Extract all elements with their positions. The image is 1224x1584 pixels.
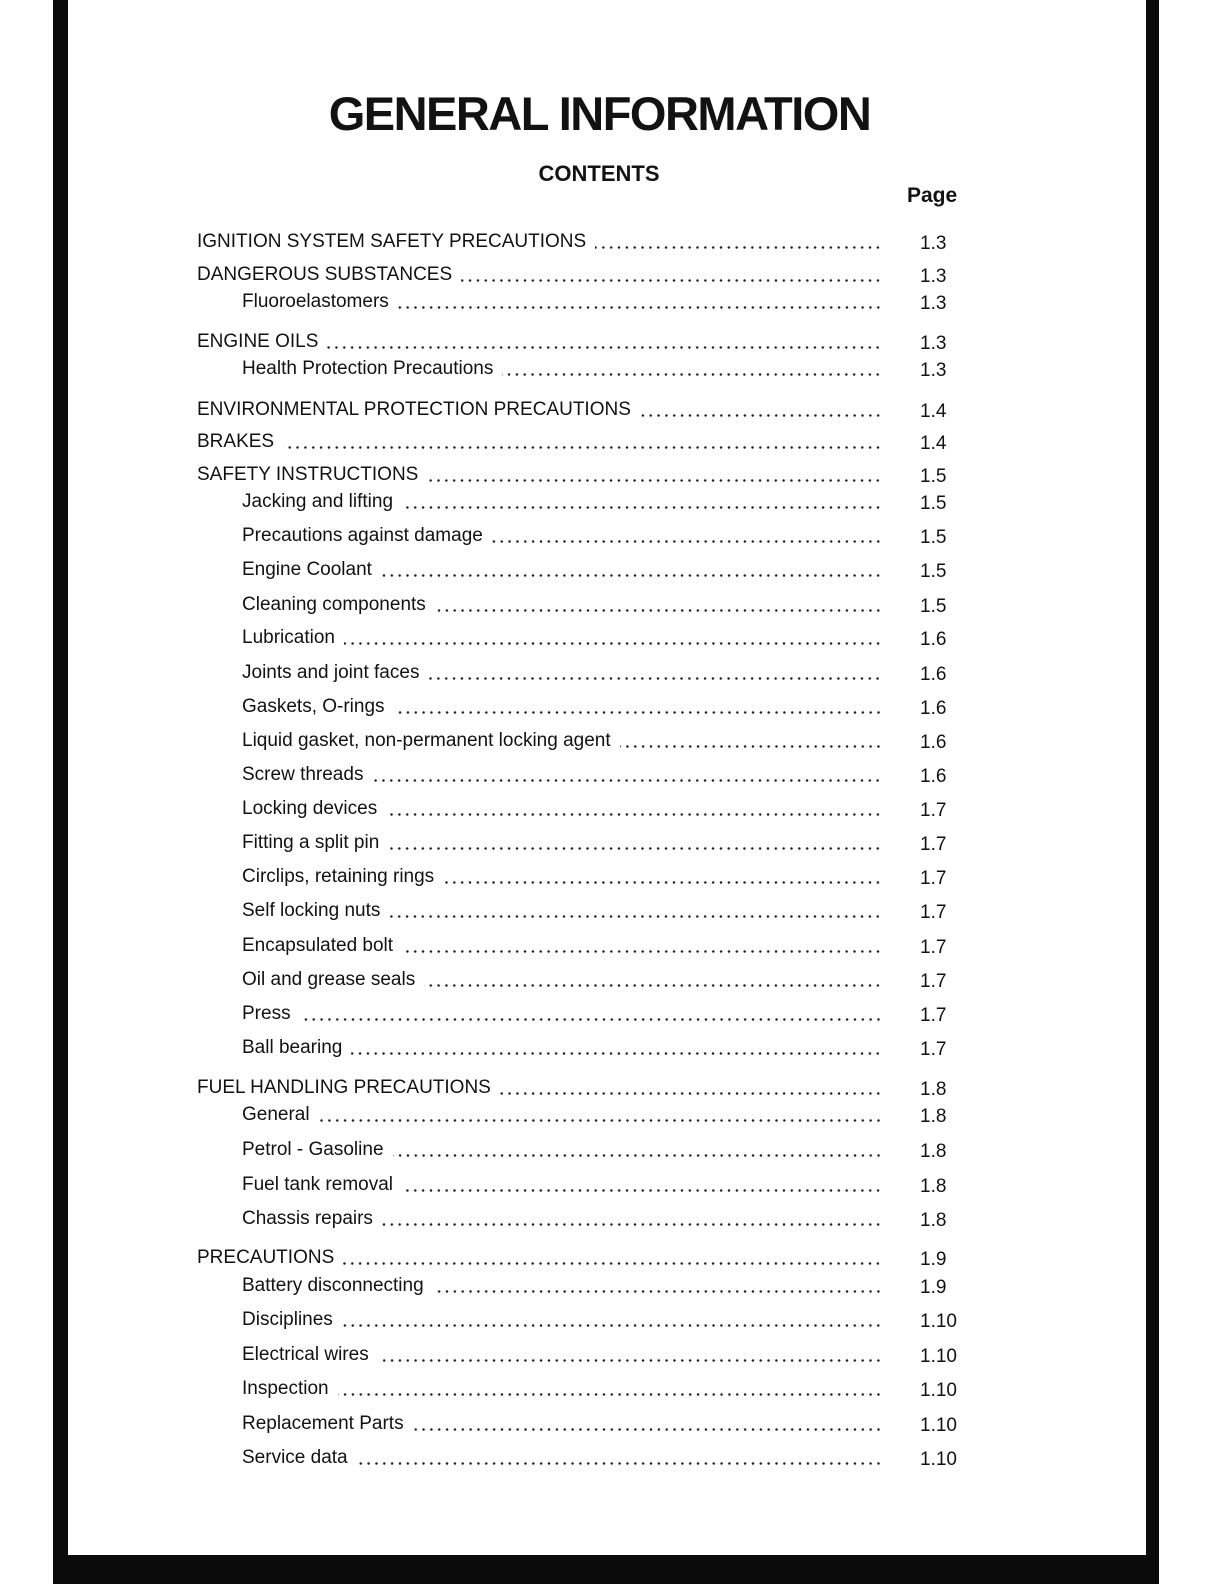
dot-leader	[443, 881, 882, 884]
toc-page-number: 1.8	[920, 1141, 947, 1162]
dot-leader	[402, 950, 882, 953]
scan-border-right	[1146, 0, 1159, 1584]
dot-leader	[344, 642, 882, 645]
toc-page-number: 1.3	[920, 233, 947, 254]
toc-entry-title: Chassis repairs	[242, 1208, 373, 1229]
toc-item-chassis-repairs	[242, 1208, 947, 1231]
dot-leader	[413, 1428, 882, 1431]
dot-leader	[398, 306, 882, 309]
toc-item-circlips-retaining-rings	[242, 866, 947, 889]
scan-border-bottom	[53, 1555, 1159, 1584]
toc-page-number: 1.7	[920, 1039, 947, 1060]
toc-entry-title: Fuel tank removal	[242, 1174, 394, 1195]
dot-leader	[378, 1359, 882, 1362]
toc-entry-title: Petrol - Gasoline	[242, 1139, 384, 1160]
toc-entry-title: General	[242, 1104, 310, 1125]
toc-entry-title: Screw threads	[242, 764, 364, 785]
toc-page-number: 1.10	[920, 1346, 957, 1367]
toc-page-number: 1.3	[920, 360, 947, 381]
toc-item-gaskets-o-rings	[242, 696, 947, 719]
toc-page-number: 1.6	[920, 732, 947, 753]
toc-page-number: 1.6	[920, 698, 947, 719]
toc-page-number: 1.9	[920, 1277, 947, 1298]
toc-item-electrical-wires	[242, 1344, 957, 1367]
toc-entry-title: Self locking nuts	[242, 900, 381, 921]
contents-heading: CONTENTS	[538, 161, 660, 186]
toc-entry-title: Engine Coolant	[242, 559, 372, 580]
toc-entry-title: Locking devices	[242, 798, 378, 819]
toc-page-number: 1.5	[920, 596, 947, 617]
dot-leader	[433, 1290, 882, 1293]
page-title: GENERAL INFORMATION	[328, 87, 871, 140]
toc-entry-title: Health Protection Precautions	[242, 358, 494, 379]
toc-page-number: 1.7	[920, 902, 947, 923]
dot-leader	[461, 279, 882, 282]
dot-leader	[386, 813, 882, 816]
toc-entry-title: Oil and grease seals	[242, 969, 416, 990]
page-column-header: Page	[907, 184, 958, 207]
toc-item-replacement-parts	[242, 1413, 957, 1436]
toc-entry-title: Fitting a split pin	[242, 832, 380, 853]
toc-entry-title: Ball bearing	[242, 1037, 343, 1058]
toc-entry-title: Battery disconnecting	[242, 1275, 424, 1296]
dot-leader	[394, 711, 882, 714]
toc-entry-title: Gaskets, O-rings	[242, 696, 385, 717]
toc-entry-title: Encapsulated bolt	[242, 935, 394, 956]
toc-entry-title: Disciplines	[242, 1309, 333, 1330]
toc-item-fitting-a-split-pin	[242, 832, 947, 855]
toc-section-environmental-protection-precautions	[197, 399, 947, 422]
toc-entry-title: Liquid gasket, non-permanent locking agent	[242, 730, 611, 751]
toc-entry-title: Press	[242, 1003, 291, 1024]
toc-item-encapsulated-bolt	[242, 935, 947, 958]
toc-page-number: 1.4	[920, 433, 947, 454]
toc-section-dangerous-substances	[197, 264, 947, 287]
toc-item-disciplines	[242, 1309, 957, 1332]
toc-section-ignition-system-safety-precautions	[197, 231, 947, 254]
dot-leader	[342, 1324, 882, 1327]
toc-item-locking-devices	[242, 798, 947, 821]
dot-leader	[402, 506, 882, 509]
toc-entry-title: BRAKES	[197, 431, 275, 452]
dot-leader	[393, 1154, 882, 1157]
toc-item-liquid-gasket-non-permanent-locking-agent	[242, 730, 947, 753]
toc-item-battery-disconnecting	[242, 1275, 947, 1298]
toc-page-number: 1.7	[920, 971, 947, 992]
toc-item-jacking-and-lifting	[242, 491, 947, 514]
dot-leader	[402, 1189, 882, 1192]
toc-section-engine-oils	[197, 331, 947, 354]
toc-page-number: 1.8	[920, 1106, 947, 1127]
toc-entry-title: FUEL HANDLING PRECAUTIONS	[197, 1077, 491, 1098]
dot-leader	[351, 1052, 882, 1055]
toc-entry-title: Cleaning components	[242, 594, 426, 615]
dot-leader	[319, 1119, 882, 1122]
toc-item-joints-and-joint-faces	[242, 662, 947, 685]
toc-item-press	[242, 1003, 947, 1026]
dot-leader	[381, 574, 882, 577]
toc-page-number: 1.8	[920, 1210, 947, 1231]
toc-entry-title: DANGEROUS SUBSTANCES	[197, 264, 453, 285]
toc-entry-title: SAFETY INSTRUCTIONS	[197, 464, 419, 485]
toc-page-number: 1.10	[920, 1311, 957, 1332]
toc-entry-title: Electrical wires	[242, 1344, 369, 1365]
toc-page-number: 1.5	[920, 561, 947, 582]
toc-page-number: 1.3	[920, 266, 947, 287]
toc-entry-title: Fluoroelastomers	[242, 291, 389, 312]
toc-page-number: 1.4	[920, 401, 947, 422]
dot-leader	[357, 1462, 882, 1465]
dot-leader	[620, 745, 882, 748]
dot-leader	[283, 446, 882, 449]
toc-page-number: 1.8	[920, 1079, 947, 1100]
toc-page-number: 1.7	[920, 834, 947, 855]
toc-entry-title: Precautions against damage	[242, 525, 483, 546]
dot-leader	[327, 346, 882, 349]
toc-page-number: 1.7	[920, 868, 947, 889]
dot-leader	[500, 1092, 882, 1095]
toc-entry-title: ENGINE OILS	[197, 331, 319, 352]
toc-entry-title: Circlips, retaining rings	[242, 866, 435, 887]
toc-page-number: 1.5	[920, 466, 947, 487]
toc-page-number: 1.3	[920, 333, 947, 354]
toc-entry-title: Inspection	[242, 1378, 329, 1399]
toc-page-number: 1.7	[920, 1005, 947, 1026]
toc-entry-title: PRECAUTIONS	[197, 1247, 335, 1268]
dot-leader	[424, 984, 882, 987]
toc-page-number: 1.10	[920, 1415, 957, 1436]
toc-item-self-locking-nuts	[242, 900, 947, 923]
toc-item-petrol-gasoline	[242, 1139, 947, 1162]
toc-page-number: 1.10	[920, 1380, 957, 1401]
toc-item-oil-and-grease-seals	[242, 969, 947, 992]
dot-leader	[640, 414, 882, 417]
toc-item-engine-coolant	[242, 559, 947, 582]
toc-item-service-data	[242, 1447, 957, 1470]
toc-item-cleaning-components	[242, 594, 947, 617]
toc-page-number: 1.5	[920, 527, 947, 548]
toc-entry-title: Service data	[242, 1447, 348, 1468]
dot-leader	[300, 1018, 882, 1021]
toc-entry-title: Lubrication	[242, 627, 335, 648]
dot-leader	[428, 677, 882, 680]
toc-item-screw-threads	[242, 764, 947, 787]
dot-leader	[382, 1223, 882, 1226]
dot-leader	[595, 246, 882, 249]
toc-item-ball-bearing	[242, 1037, 947, 1060]
dot-leader	[372, 779, 882, 782]
toc-section-precautions	[197, 1247, 947, 1270]
toc-page-number: 1.6	[920, 629, 947, 650]
toc-item-fluoroelastomers	[242, 291, 947, 314]
scan-border-left	[53, 0, 68, 1584]
toc-page-number: 1.3	[920, 293, 947, 314]
toc-entry-title: Joints and joint faces	[242, 662, 420, 683]
dot-leader	[389, 915, 882, 918]
toc-page-number: 1.8	[920, 1176, 947, 1197]
toc-item-general	[242, 1104, 947, 1127]
toc-page-number: 1.5	[920, 493, 947, 514]
toc-entry-title: ENVIRONMENTAL PROTECTION PRECAUTIONS	[197, 399, 631, 420]
dot-leader	[435, 609, 882, 612]
toc-item-lubrication	[242, 627, 947, 650]
dot-leader	[492, 540, 882, 543]
toc-entry-title: Replacement Parts	[242, 1413, 404, 1434]
toc-item-fuel-tank-removal	[242, 1174, 947, 1197]
toc-page-number: 1.10	[920, 1449, 957, 1470]
toc-page-number: 1.7	[920, 800, 947, 821]
toc-page-number: 1.9	[920, 1249, 947, 1270]
toc-page-number: 1.6	[920, 766, 947, 787]
dot-leader	[388, 847, 882, 850]
toc-entry-title: Jacking and lifting	[242, 491, 394, 512]
toc-page-number: 1.7	[920, 937, 947, 958]
dot-leader	[427, 479, 882, 482]
toc-section-safety-instructions	[197, 464, 947, 487]
toc-section-fuel-handling-precautions	[197, 1077, 947, 1100]
toc-entry-title: IGNITION SYSTEM SAFETY PRECAUTIONS	[197, 231, 587, 252]
dot-leader	[343, 1262, 882, 1265]
dot-leader	[338, 1393, 882, 1396]
toc-item-health-protection-precautions	[242, 358, 947, 381]
dot-leader	[502, 373, 882, 376]
toc-item-inspection	[242, 1378, 957, 1401]
toc-page-number: 1.6	[920, 664, 947, 685]
toc-section-brakes	[197, 431, 947, 454]
toc-item-precautions-against-damage	[242, 525, 947, 548]
